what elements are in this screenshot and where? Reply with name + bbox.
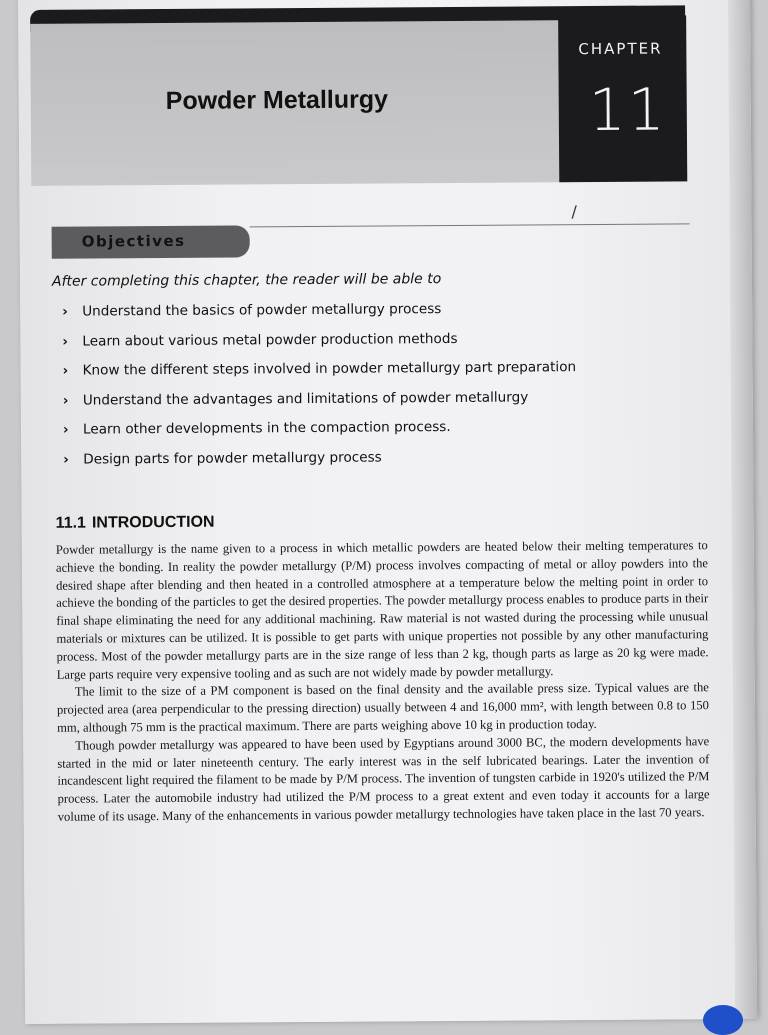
objective-text: Design parts for powder metallurgy process (83, 448, 382, 468)
objective-text: Learn about various metal powder production methods (82, 330, 458, 350)
book-page (18, 0, 757, 1024)
pencil-mark-icon: / (571, 202, 577, 222)
chapter-title: Powder Metallurgy (165, 85, 389, 115)
chevron-right-icon: › (63, 451, 69, 468)
chapter-label: CHAPTER (578, 39, 663, 59)
objective-text: Learn other developments in the compaction process. (82, 418, 451, 438)
chevron-right-icon: › (62, 362, 69, 379)
section-title: INTRODUCTION (91, 513, 215, 532)
objectives-intro: After completing this chapter, the reader will be able to (51, 271, 442, 290)
objectives-label: Objectives (81, 231, 186, 251)
chapter-number: 11 (588, 75, 667, 145)
section-heading (56, 514, 215, 533)
chevron-right-icon: › (62, 303, 68, 320)
paragraph: Though powder metallurgy was appeared to have been used by Egyptians around 3000 BC, the modern developments have started in the mid or later nineteenth century. The early interest was in the self lubricated bearings. Later the invention of incandescent light required the filament to be made by P/M process. The invention of tungsten carbide in 1920's utilized the P/M process. Later the automobile industry had utilized the P/M process to a great extent and even today it accounts for a large volume of its usage. Many of the enhancements in various powder metallurgy technologies have taken place in the last 70 years. (57, 733, 710, 824)
paragraph: Powder metallurgy is the name given to a process in which metallic powders are heated below their melting temperatures to achieve the bonding. In reality the powder metallurgy (P/M) process involves compacting of metal or alloy powders into the desired shape after blending and then heated in a controlled atmosphere at a temperature below the melting point in order to achieve the bonding of the particles to get the desired properties. The powder metallurgy process enables to produce parts in their final shape eliminating the need for any additional machining. Raw material is not wasted during the processing while unusual materials or mixtures can be utilized. It is possible to get parts with unique properties not possible by any other manufacturing process. Most of the powder metallurgy parts are in the size range of less than 2 kg, though parts as large as 20 kg were made. Large parts require very expensive tooling and as such are not widely made by powder metallurgy. (55, 538, 709, 682)
chapter-header (30, 5, 686, 186)
paragraph: The limit to the size of a PM component is based on the final density and the available press size. Typical values are the projected area (area perpendicular to the pressing direction) usually between 4 and 16,000 mm², with length between 0.8 to 150 mm, although 75 mm is the practical maximum. There are parts weighing above 10 kg in production today. (56, 680, 709, 735)
list-item (62, 330, 576, 363)
objective-text: Know the different steps involved in powder metallurgy part preparation (82, 359, 577, 379)
objectives-list (62, 300, 577, 481)
objective-text: Understand the advantages and limitations of powder metallurgy (82, 388, 529, 409)
blue-object (703, 1005, 743, 1035)
chevron-right-icon: › (62, 392, 69, 409)
chevron-right-icon: › (62, 333, 69, 350)
section-number: 11.1 (55, 514, 86, 532)
objective-text: Understand the basics of powder metallurgy process (82, 301, 442, 320)
list-item (63, 448, 577, 481)
chevron-right-icon: › (62, 421, 69, 438)
divider-rule (250, 223, 690, 227)
list-item (63, 359, 577, 392)
list-item (63, 418, 577, 451)
list-item (63, 389, 577, 422)
list-item (62, 300, 576, 333)
body-text (56, 537, 710, 826)
page-edge (728, 0, 757, 1019)
